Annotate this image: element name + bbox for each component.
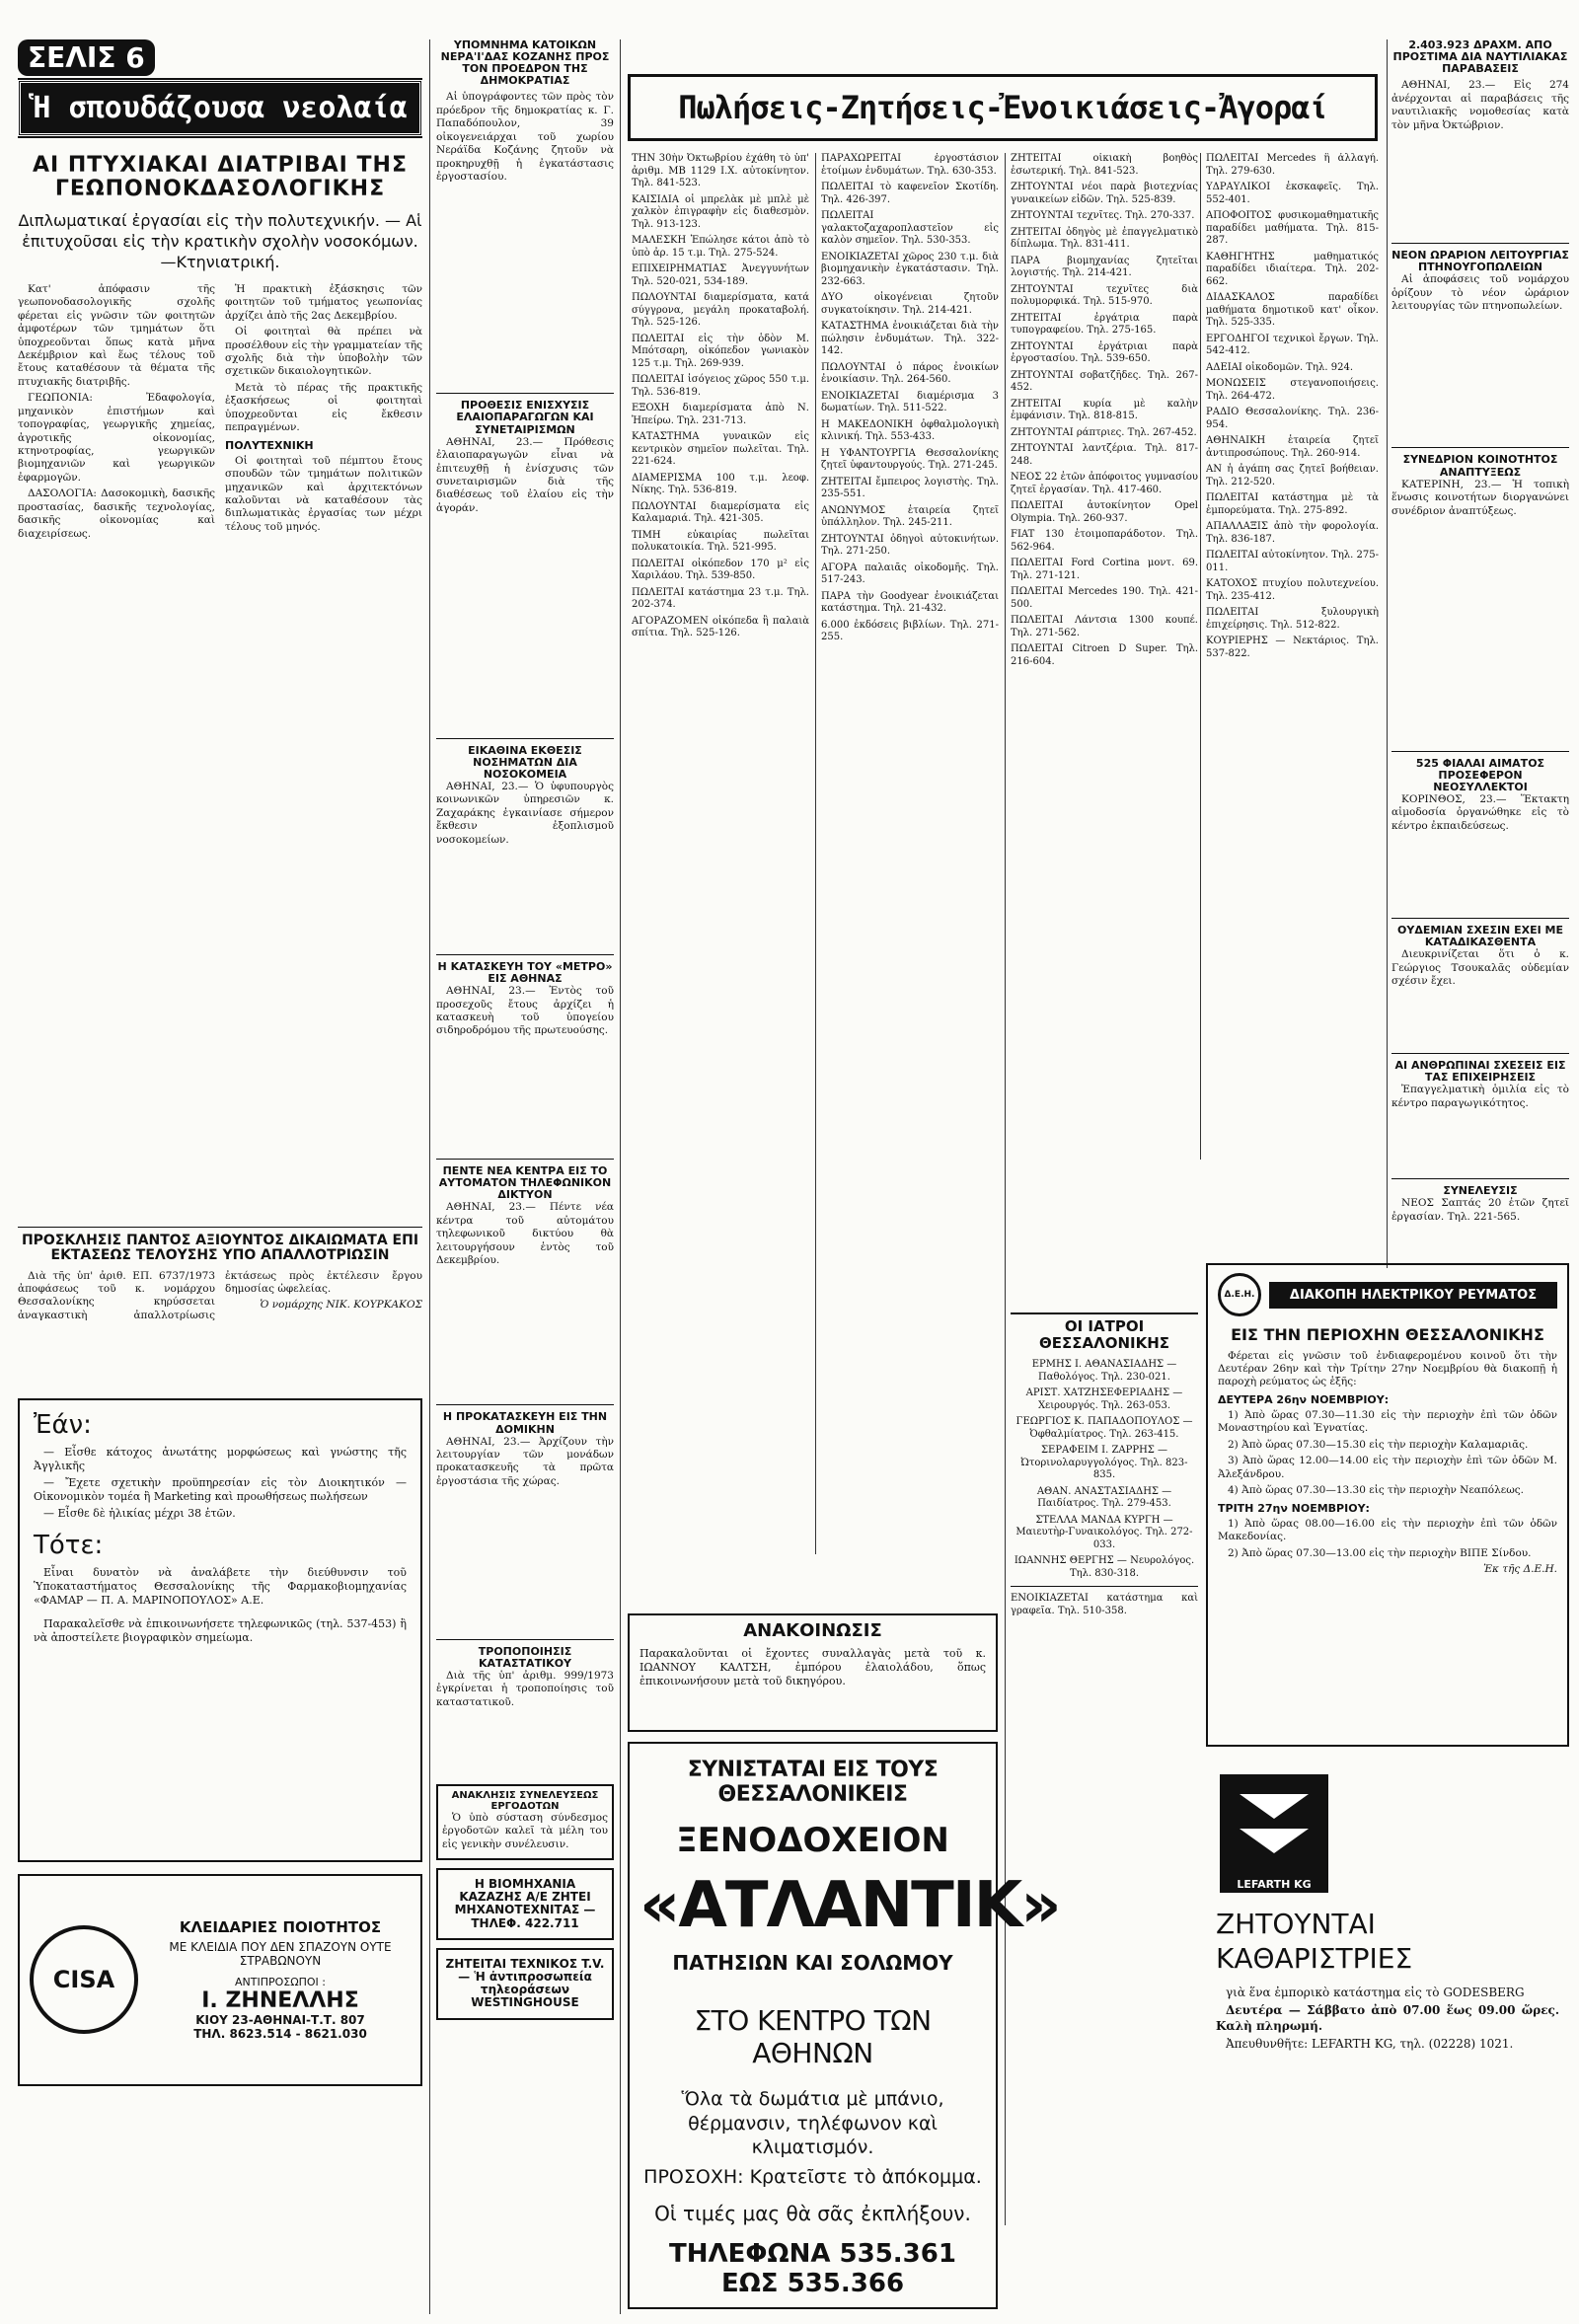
- job-contact: Παρακαλεῖσθε νὰ ἐπικοινωνήσετε τηλεφωνικῶς (τηλ. 537-453) ἢ νὰ ἀποστείλετε βιογραφικὸν σημείωμα.: [34, 1617, 407, 1645]
- classified-ad: ΠΩΛΕΙΤΑΙ ξυλουργικὴ ἐπιχείρησις. Τηλ. 512-822.: [1206, 607, 1379, 631]
- doctor-entry: ΓΕΩΡΓΙΟΣ Κ. ΠΑΠΑΔΟΠΟΥΛΟΣ — Ὀφθαλμίατρος. Τηλ. 263-415.: [1015, 1416, 1193, 1440]
- lefarth-logo-text: LEFARTH KG: [1237, 1878, 1312, 1891]
- power-day2: ΤΡΙΤΗ 27ην ΝΟΕΜΒΡΙΟΥ:: [1218, 1501, 1370, 1515]
- doctors-title: ΟΙ ΙΑΤΡΟΙ ΘΕΣΣΑΛΟΝΙΚΗΣ: [1038, 1317, 1170, 1352]
- classified-ad: ΖΗΤΟΥΝΤΑΙ τεχνῖτες. Τηλ. 270-337.: [1011, 210, 1195, 221]
- hotel-attention: ΠΡΟΣΟΧΗ: Κρατεῖστε τὸ ἀπόκομμα.: [643, 2166, 982, 2189]
- section-banner: Ἡ σπουδάζουσα νεολαία: [18, 80, 422, 136]
- power-footer: Ἐκ τῆς Δ.Ε.Η.: [1483, 1563, 1557, 1575]
- page-label: ΣΕΛΙΣ 6: [18, 39, 155, 76]
- job-ad: [18, 1398, 422, 1862]
- classified-ad: ΖΗΤΕΙΤΑΙ ἔμπειρος λογιστὴς. Τηλ. 235-551.: [821, 476, 999, 499]
- classified-ad: ΔΙΔΑΣΚΑΛΟΣ παραδίδει μαθήματα δημοτικοῦ κατ' οἶκον. Τηλ. 525-335.: [1206, 292, 1379, 328]
- construction-title: Η ΠΡΟΚΑΤΑΣΚΕΥΗ ΕΙΣ ΤΗΝ ΔΟΜΙΚΗΝ: [442, 1410, 608, 1436]
- classified-ad: ΠΩΛΕΙΤΑΙ αὐτοκίνητον. Τηλ. 275-011.: [1206, 550, 1379, 573]
- metro-text: ΑΘΗΝΑΙ, 23.— Ἐντὸς τοῦ προσεχοῦς ἔτους ἀρχίζει ἡ κατασκευὴ τοῦ ὑπογείου σιδηροδρόμου τῆς πρωτευούσης.: [436, 985, 614, 1037]
- lead-paragraph: Οἱ φοιτηταὶ θὰ πρέπει νὰ προσέλθουν εἰς τὴν γραμματείαν τῆς σχολῆς διὰ τὴν ὑποβολὴν τῶν σχετικῶν δικαιολογητικῶν.: [225, 326, 422, 378]
- lefarth-ad: [1206, 1766, 1569, 2309]
- classified-ad: ΑΝ ἡ ἀγάπη σας ζητεῖ βοήθειαν. Τηλ. 212-520.: [1206, 464, 1379, 487]
- classified-ad: ΖΗΤΟΥΝΤΑΙ σοβατζῆδες. Τηλ. 267-452.: [1011, 369, 1198, 393]
- power-outage-ad: [1206, 1263, 1569, 1747]
- classified-ad: FIAT 130 ἑτοιμοπαράδοτον. Τηλ. 562-964.: [1011, 529, 1198, 553]
- appeal-signature: Ὁ νομάρχης ΝΙΚ. ΚΟΥΡΚΑΚΟΣ: [260, 1299, 422, 1312]
- classified-ad: ΚΑΤΑΣΤΗΜΑ ἐνοικιάζεται διὰ τὴν πώλησιν ἐνδυμάτων. Τηλ. 322-142.: [821, 321, 999, 356]
- classified-ad: ΚΟΥΡΙΕΡΗΣ — Νεκτάριος. Τηλ. 537-822.: [1206, 636, 1379, 659]
- classified-ad: ΚΑΤΟΧΟΣ πτυχίου πολυτεχνείου. Τηλ. 235-412.: [1206, 578, 1379, 602]
- expo-title: ΕΙΚΑΘΙΝΑ ΕΚΘΕΣΙΣ ΝΟΣΗΜΑΤΩΝ ΔΙΑ ΝΟΣΟΚΟΜΕΙΑ: [468, 743, 582, 781]
- westinghouse-ad: ΖΗΤΕΙΤΑΙ ΤΕΧΝΙΚΟΣ T.V. — Ἡ ἀντιπροσωπεία τηλεοράσεων WESTINGHOUSE: [436, 1948, 614, 2020]
- classified-ad: ΖΗΤΕΙΤΑΙ ὀδηγὸς μὲ ἐπαγγελματικὸ δίπλωμα. Τηλ. 831-411.: [1011, 226, 1198, 250]
- lefarth-text: γιὰ ἕνα ἐμπορικὸ κατάστημα εἰς τὸ GODESBERG: [1226, 1986, 1525, 1999]
- meeting-title: ΑΝΑΚΛΗΣΙΣ ΣΥΝΕΛΕΥΣΕΩΣ ΕΡΓΟΔΟΤΩΝ: [451, 1789, 599, 1812]
- column-1: [18, 39, 422, 2309]
- classified-ad: ΜΑΛΕΣΚΗ Ἐπώλησε κάτοι ἀπὸ τὸ ὑπὸ ἀρ. 15 τ.μ. Τηλ. 275-524.: [632, 235, 809, 259]
- classified-ad: ΠΩΛΕΙΤΑΙ κατάστημα μὲ τὰ ἐμπορεύματα. Τηλ. 275-892.: [1206, 492, 1379, 516]
- classified-ad: ΕΝΟΙΚΙΑΖΕΤΑΙ χῶρος 230 τ.μ. διὰ βιομηχανικὴν ἐγκατάστασιν. Τηλ. 232-663.: [821, 251, 999, 287]
- classified-ad: ΖΗΤΟΥΝΤΑΙ λαντζέρια. Τηλ. 817-248.: [1011, 443, 1198, 467]
- classified-ad: ΜΟΝΩΣΕΙΣ στεγανοποιήσεις. Τηλ. 264-472.: [1206, 378, 1379, 402]
- classified-ad: ΑΔΕΙΑΙ οἰκοδομῶν. Τηλ. 924.: [1206, 361, 1354, 373]
- tariff-text: Διὰ τῆς ὑπ' ἀριθμ. 999/1973 ἐγκρίνεται ἡ τροποποίησις τοῦ καταστατικοῦ.: [436, 1669, 614, 1708]
- fire-title: ΟΥΔΕΜΙΑΝ ΣΧΕΣΙΝ ΕΧΕΙ ΜΕ ΚΑΤΑΔΙΚΑΣΘΕΝΤΑ: [1397, 923, 1563, 949]
- rent-note: ΕΝΟΙΚΙΑΖΕΤΑΙ κατάστημα καὶ γραφεῖα. Τηλ. 510-358.: [1011, 1593, 1198, 1616]
- classified-ad: ΑΘΗΝΑΙΚΗ ἑταιρεία ζητεῖ ἀντιπροσώπους. Τηλ. 260-914.: [1206, 435, 1379, 459]
- appeal-title: ΠΡΟΣΚΛΗΣΙΣ ΠΑΝΤΟΣ ΑΞΙΟΥΝΤΟΣ ΔΙΚΑΙΩΜΑΤΑ ΕΠΙ ΕΚΤΑΣΕΩΣ ΤΕΛΟΥΣΗΣ ΥΠΟ ΑΠΑΛΛΟΤΡΙΩΣΙΝ: [21, 1232, 419, 1264]
- classified-ad: ΠΩΛΕΙΤΑΙ γαλακτοζαχαροπλαστεῖον εἰς καλὸν σημεῖον. Τηλ. 530-353.: [821, 210, 999, 246]
- lead-paragraph: Ἡ πρακτικὴ ἐξάσκησις τῶν φοιτητῶν τοῦ τμήματος γεωπονίας ἀρχίζει ἀπὸ τῆς 2ας Δεκεμβρίου.: [225, 282, 422, 322]
- hotel-label: ΞΕΝΟΔΟΧΕΙΟΝ: [676, 1821, 949, 1860]
- power-item: 1) Ἀπὸ ὥρας 08.00—16.00 εἰς τὴν περιοχὴν ἐπὶ τῶν ὁδῶν Μακεδονίας.: [1218, 1517, 1557, 1543]
- doctor-entry: ΙΩΑΝΝΗΣ ΘΕΡΓΗΣ — Νευρολόγος. Τηλ. 830-318.: [1014, 1555, 1195, 1579]
- classified-ad: ΕΡΓΟΔΗΓΟΙ τεχνικοὶ ἔργων. Τηλ. 542-412.: [1206, 333, 1379, 356]
- classified-ad: ΠΩΛΕΙΤΑΙ Mercedes ἢ ἀλλαγή. Τηλ. 279-630.: [1206, 153, 1379, 177]
- classified-ad: ΑΓΟΡΑ παλαιᾶς οἰκοδομῆς. Τηλ. 517-243.: [821, 562, 999, 585]
- classified-ad: ΠΩΛΕΙΤΑΙ οἰκόπεδον 170 μ² εἰς Χαριλάου. Τηλ. 539-850.: [632, 558, 809, 581]
- classified-ad: ΠΑΡΑ τὴν Goodyear ἐνοικιάζεται κατάστημα. Τηλ. 21-432.: [821, 590, 999, 614]
- phones-title: ΠΕΝΤΕ ΝΕΑ ΚΕΝΤΡΑ ΕΙΣ ΤΟ ΑΥΤΟΜΑΤΟΝ ΤΗΛΕΦΩΝΙΚΟΝ ΔΙΚΤΥΟΝ: [438, 1164, 612, 1202]
- classified-ad: 6.000 ἐκδόσεις βιβλίων. Τηλ. 271-255.: [821, 619, 999, 642]
- cisa-line1: ΚΛΕΙΔΑΡΙΕΣ ΠΟΙΟΤΗΤΟΣ: [179, 1918, 382, 1937]
- expo-text: ΑΘΗΝΑΙ, 23.— Ὁ ὑφυπουργὸς κοινωνικῶν ὑπηρεσιῶν κ. Ζαχαράκης ἐγκαινίασε σήμερον ἔκθεσιν ἐξοπλισμοῦ νοσοκομείων.: [436, 780, 614, 846]
- blood-text: ΚΟΡΙΝΘΟΣ, 23.— Ἕκτακτη αἱμοδοσία ὀργανώθηκε εἰς τὸ κέντρο ἐκπαιδεύσεως.: [1391, 792, 1569, 832]
- classified-ad: Η ΥΦΑΝΤΟΥΡΓΙΑ Θεσσαλονίκης ζητεῖ ὑφαντουργούς. Τηλ. 271-245.: [821, 447, 999, 471]
- classified-ad: ΖΗΤΟΥΝΤΑΙ νέοι παρὰ βιοτεχνίας γυναικείων εἰδῶν. Τηλ. 525-839.: [1011, 182, 1198, 205]
- coop-text: ΚΑΤΕΡΙΝΗ, 23.— Ἡ τοπικὴ ἕνωσις κοινοτήτων διοργανώνει συνέδριον ἀναπτύξεως.: [1391, 478, 1569, 517]
- kazazis-ad: Η ΒΙΟΜΗΧΑΝΙΑ ΚΑΖΑΖΗΣ Α/Ε ΖΗΤΕΙ ΜΗΧΑΝΟΤΕΧΝΙΤΑΣ — ΤΗΛΕΦ. 422.711: [436, 1868, 614, 1940]
- fine-title: 2.403.923 ΔΡΑΧΜ. ΑΠΟ ΠΡΟΣΤΙΜΑ ΔΙΑ ΝΑΥΤΙΛΙΑΚΑΣ ΠΑΡΑΒΑΣΕΙΣ: [1392, 39, 1568, 76]
- power-region: ΕΙΣ ΤΗΝ ΠΕΡΙΟΧΗΝ ΘΕΣΣΑΛΟΝΙΚΗΣ: [1231, 1325, 1544, 1344]
- lead-title: ΑΙ ΠΤΥΧΙΑΚΑΙ ΔΙΑΤΡΙΒΑΙ ΤΗΣ ΓΕΩΠΟΝΟΚΔΑΣΟΛΟΓΙΚΗΣ: [33, 153, 408, 202]
- classified-ad: ΕΠΙΧΕΙΡΗΜΑΤΙΑΣ Ἀνεγγυνήτων Τηλ. 520-021, 534-189.: [632, 263, 809, 287]
- coop-title: ΣΥΝΕΔΡΙΟΝ ΚΟΙΝΟΤΗΤΟΣ ΑΝΑΠΤΥΞΕΩΣ: [1402, 453, 1558, 479]
- classifieds-banner: [628, 74, 1378, 141]
- classified-ad: ΔΥΟ οἰκογένειαι ζητοῦν συγκατοίκησιν. Τηλ. 214-421.: [821, 292, 999, 316]
- classifieds-col-d: [1206, 153, 1379, 1169]
- announcement-box: [628, 1613, 998, 1732]
- classified-ad: ΖΗΤΕΙΤΑΙ κυρία μὲ καλὴν ἐμφάνισιν. Τηλ. 818-815.: [1011, 398, 1198, 421]
- doctor-entry: ΑΡΙΣΤ. ΧΑΤΖΗΣΕΦΕΡΙΑΔΗΣ — Χειρουργός. Τηλ. 263-053.: [1025, 1387, 1183, 1411]
- hotel-center: ΣΤΟ ΚΕΝΤΡΟ ΤΩΝ ΑΘΗΝΩΝ: [694, 2004, 932, 2069]
- job-if-label: Ἐάν:: [34, 1409, 92, 1440]
- schedule-title: ΝΕΟΝ ΩΡΑΡΙΟΝ ΛΕΙΤΟΥΡΓΙΑΣ ΠΤΗΝΟΥΓΟΠΩΛΕΙΩΝ: [1391, 249, 1569, 274]
- hotel-ad: [628, 1742, 1060, 2309]
- lead-paragraph: Κατ' ἀπόφασιν τῆς γεωπονοδασολογικῆς σχολῆς φέρεται εἰς γνῶσιν τῶν φοιτητῶν ἀμφοτέρων τῶν τμημάτων ὅτι ὑποχρεοῦνται ὅπως κατὰ μῆνα Δεκέμβριον καὶ ἕως τέλους τοῦ ἔτους καταθέσουν τὰ θέματα τῆς πτυχιακῆς διατριβῆς.: [18, 282, 215, 388]
- lead-paragraph: ΓΕΩΠΟΝΙΑ: Ἐδαφολογία, μηχανικὸν ἐπιστήμων καὶ τοπογραφίας, γεωργικῆς χημείας, ἀγροτικῆς οἰκονομίας, κτηνοτροφίας, γεωργικῶν βιομηχανιῶν καὶ γεωργικῶν ἐφαρμογῶν.: [18, 392, 215, 484]
- metro-title: Η ΚΑΤΑΣΚΕΥΗ ΤΟΥ «ΜΕΤΡΟ» ΕΙΣ ΑΘΗΝΑΣ: [437, 959, 613, 986]
- classified-ad: ΕΞΟΧΗ διαμερίσματα ἀπὸ Ν. Ἠπείρω. Τηλ. 231-713.: [632, 403, 809, 426]
- classifieds-col-b: [821, 153, 999, 1337]
- doctor-entry: ΣΕΡΑΦΕΙΜ Ι. ΖΑΡΡΗΣ — Ὠτορινολαρυγγολόγος. Τηλ. 823-835.: [1020, 1445, 1188, 1480]
- doctor-entry: ΕΡΜΗΣ Ι. ΑΘΑΝΑΣΙΑΔΗΣ — Παθολόγος. Τηλ. 230-021.: [1031, 1359, 1177, 1383]
- cisa-line2: ΜΕ ΚΛΕΙΔΙΑ ΠΟΥ ΔΕΝ ΣΠΑΖΟΥΝ ΟΥΤΕ ΣΤΡΑΒΩΝΟΥΝ: [169, 1940, 392, 1969]
- announcement-title: ΑΝΑΚΟΙΝΩΣΙΣ: [743, 1620, 882, 1641]
- job-offer: Εἶναι δυνατὸν νὰ ἀναλάβετε τὴν διεύθυνσιν τοῦ Ὑποκαταστήματος Θεσσαλονίκης τῆς Φαρμακοβιομηχανίας «ΦΑΜΑΡ — Π. Α. ΜΑΡΙΝΟΠΟΥΛΟΣ» Α.Ε.: [34, 1565, 407, 1608]
- classified-ad: ΠΑΡΑΧΩΡΕΙΤΑΙ ἐργοστάσιον ἑτοίμων ἐνδυμάτων. Τηλ. 630-353.: [821, 153, 999, 177]
- phones-text: ΑΘΗΝΑΙ, 23.— Πέντε νέα κέντρα τοῦ αὐτομάτου τηλεφωνικοῦ δικτύου θὰ λειτουργήσουν ἐντὸς τοῦ Δεκεμβρίου.: [436, 1201, 614, 1267]
- cisa-logo-text: CISA: [52, 1966, 115, 1994]
- doctor-entry: ΑΘΑΝ. ΑΝΑΣΤΑΣΙΑΔΗΣ — Παιδίατρος. Τηλ. 279-453.: [1036, 1485, 1172, 1509]
- classified-ad: ΚΑΙΣΙΔΙΑ οἱ μπρελὰκ μὲ μπλὲ μὲ χαλκὸν ἐπιγραφὴν εἰς διαθεσμὸν. Τηλ. 913-123.: [632, 193, 809, 230]
- classified-ad: ΠΩΛΟΥΝΤΑΙ ὁ πάρος ἐνοικίων ἐνοικίασιν. Τηλ. 264-560.: [821, 361, 999, 385]
- classified-ad: ΠΩΛΟΥΝΤΑΙ διαμερίσματα, κατά σύγγρονα, μεγάλη προκαταβολή. Τηλ. 525-126.: [632, 292, 809, 328]
- power-item: 2) Ἀπὸ ὥρας 07.30—15.30 εἰς τὴν περιοχὴν Καλαμαριᾶς.: [1228, 1438, 1529, 1451]
- classified-ad: ΔΙΑΜΕΡΙΣΜΑ 100 τ.μ. λεοφ. Νίκης. Τηλ. 536-819.: [632, 472, 809, 495]
- lefarth-title: ΖΗΤΟΥΝΤΑΙ ΚΑΘΑΡΙΣΤΡΙΕΣ: [1216, 1908, 1413, 1975]
- classified-ad: ΤΗΝ 30ὴν Ὀκτωβρίου ἐχάθη τὸ ὑπ' ἀριθμ. ΜΒ 1129 Ι.Χ. αὐτοκίνητον. Τηλ. 841-523.: [632, 153, 809, 188]
- classified-ad: Η ΜΑΚΕΔΟΝΙΚΗ ὀφθαλμολογικὴ κλινική. Τηλ. 553-433.: [821, 418, 999, 442]
- lead-paragraph: Μετὰ τὸ πέρας τῆς πρακτικῆς ἐξασκήσεως οἱ φοιτηταὶ ὑποχρεοῦνται εἰς ἔκθεσιν πεπραγμένων.: [225, 381, 422, 434]
- classified-ad: ΠΩΛΕΙΤΑΙ τὸ καφενεῖον Σκοτίδη. Τηλ. 426-397.: [821, 182, 999, 205]
- classified-ad: ΖΗΤΟΥΝΤΑΙ ράπτριες. Τηλ. 267-452.: [1011, 426, 1197, 438]
- blood-title: 525 ΦΙΑΛΑΙ ΑΙΜΑΤΟΣ ΠΡΟΣΕΦΕΡΟΝ ΝΕΟΣΥΛΛΕΚΤΟΙ: [1415, 756, 1545, 793]
- lead-paragraph: ΔΑΣΟΛΟΓΙΑ: Δασοκομικὴ, δασικῆς προστασίας, δασικῆς τεχνολογίας, δασικῆς οἰκονομίας καὶ διαχειρίσεως.: [18, 487, 215, 540]
- cisa-ad: [18, 1874, 422, 2086]
- classified-ad: ΠΩΛΕΙΤΑΙ ἀυτοκίνητον Opel Olympia. Τηλ. 260-937.: [1011, 500, 1198, 524]
- tariff-title: ΤΡΟΠΟΠΟΙΗΣΙΣ ΚΑΤΑΣΤΑΤΙΚΟΥ: [478, 1644, 572, 1670]
- appeal-text: Διὰ τῆς ὑπ' ἀριθ. ΕΠ. 6737/1973 ἀποφάσεως τοῦ κ. νομάρχου Θεσσαλονίκης κηρύσσεται ἀναγκαστικὴ ἀπαλλοτρίωσις ἐκτάσεως πρὸς ἐκτέλεσιν ἔργου δημοσίας ὠφελείας.: [18, 1269, 422, 1321]
- power-banner: ΔΙΑΚΟΠΗ ΗΛΕΚΤΡΙΚΟΥ ΡΕΥΜΑΤΟΣ: [1269, 1282, 1557, 1309]
- classified-ad: ΠΩΛΟΥΝΤΑΙ διαμερίσματα εἰς Καλαμαριά. Τηλ. 421-305.: [632, 500, 809, 524]
- olive-text: ΑΘΗΝΑΙ, 23.— Πρόθεσις ἐλαιοπαραγωγῶν εἶναι νὰ ἐπιτευχθῇ ἡ ἐνίσχυσις τῶν συνεταιρισμῶν διὰ τῆς διαθέσεως τοῦ ἐλαίου εἰς τὴν ἀγοράν.: [436, 435, 614, 514]
- fine-text: ΑΘΗΝΑΙ, 23.— Εἰς 274 ἀνέρχονται αἱ παραβάσεις τῆς ναυτιλιακῆς νομοθεσίας κατὰ τὸν μῆνα Ὀκτώβριον.: [1391, 79, 1569, 131]
- cisa-phones: ΤΗΛ. 8623.514 - 8621.030: [193, 2027, 367, 2042]
- classified-ad: ΖΗΤΕΙΤΑΙ ἐργάτρια παρὰ τυπογραφείου. Τηλ. 275-165.: [1011, 312, 1198, 336]
- fire-text: Διευκρινίζεται ὅτι ὁ κ. Γεώργιος Τσουκαλᾶς οὐδεμίαν σχέσιν ἔχει.: [1391, 948, 1569, 987]
- construction-text: ΑΘΗΝΑΙ, 23.— Ἀρχίζουν τὴν λειτουργίαν τῶν μονάδων προκατασκευῆς τὰ πρῶτα ἐργοστάσια τῆς χώρας.: [436, 1435, 614, 1487]
- lefarth-logo: [1220, 1774, 1328, 1893]
- lead-subtitle: Διπλωματικαί ἐργασίαι εἰς τὴν πολυτεχνικήν. — Αἱ ἐπιτυχοῦσαι εἰς τὴν κρατικὴν σχολὴν νοσοκόμων. —Κτηνιατρική.: [18, 211, 422, 271]
- meeting-text: ΝΕΟΣ Σαπτάς 20 ἐτῶν ζητεῖ ἐργασίαν. Τηλ. 221-565.: [1391, 1197, 1569, 1223]
- ships-text: Ἐπαγγελματικὴ ὁμιλία εἰς τὸ κέντρο παραγωγικότητος.: [1391, 1084, 1569, 1109]
- cisa-logo: [30, 1925, 138, 2034]
- schedule-text: Αἱ ἀποφάσεις τοῦ νομάρχου ὁρίζουν τὸ νέον ὡράριον λειτουργίας τῶν πτηνοπωλείων.: [1391, 273, 1569, 313]
- classified-ad: ΑΓΟΡΑΖΟΜΕΝ οἰκόπεδα ἢ παλαιὰ σπίτια. Τηλ. 525-126.: [632, 615, 809, 638]
- dei-logo: [1218, 1273, 1261, 1316]
- classified-ad: ΖΗΤΟΥΝΤΑΙ ἐργάτριαι παρὰ ἐργοστασίου. Τηλ. 539-650.: [1011, 340, 1198, 364]
- classifieds-col-c: [1011, 153, 1198, 1303]
- dei-logo-text: Δ.Ε.Η.: [1224, 1290, 1255, 1300]
- lead-paragraph: Οἱ φοιτηταὶ τοῦ πέμπτου ἔτους σπουδῶν τῶν τμημάτων πολιτικῶν μηχανικῶν καὶ ἀρχιτεκτόνων καλοῦνται νὰ καταθέσουν τὰς διπλωματικὰς ἐργασίας των μέχρι τέλους τοῦ μηνός.: [225, 454, 422, 533]
- classifieds-banner-text: Πωλήσεις-Ζητήσεις-Ἐνοικιάσεις-Ἀγοραί: [678, 89, 1327, 126]
- meeting-title: ΣΥΝΕΛΕΥΣΙΣ: [1443, 1184, 1518, 1198]
- classified-ad: ΚΑΘΗΓΗΤΗΣ μαθηματικός παραδίδει ιδιαίτερα. Τηλ. 202-662.: [1206, 251, 1379, 287]
- classified-ad: ΤΙΜΗ εὐκαιρίας πωλεῖται πολυκατοικία. Τηλ. 521-995.: [632, 529, 809, 553]
- power-item: 2) Ἀπὸ ὥρας 07.30—13.00 εἰς τὴν περιοχὴν ΒΙΠΕ Σίνδου.: [1228, 1546, 1532, 1559]
- doctor-entry: ΣΤΕΛΛΑ ΜΑΝΔΑ ΚΥΡΓΗ — Μαιευτὴρ-Γυναικολόγος. Τηλ. 272-033.: [1015, 1514, 1193, 1550]
- column-2: [436, 39, 614, 2309]
- job-then-label: Τότε:: [34, 1530, 104, 1560]
- section-heading: ΠΟΛΥΤΕΧΝΙΚΗ: [225, 438, 314, 452]
- lead-body: [18, 283, 422, 1221]
- meeting-text: Ὁ ὑπὸ σύσταση σύνδεσμος ἐργοδοτῶν καλεῖ τὰ μέλη του εἰς γενικὴν συνέλευσιν.: [442, 1811, 608, 1850]
- classified-ad: ΑΠΑΛΛΑΞΙΣ ἀπὸ τὴν φορολογία. Τηλ. 836-187.: [1206, 521, 1379, 545]
- classified-ad: ΠΩΛΕΙΤΑΙ κατάστημα 23 τ.μ. Τηλ. 202-374.: [632, 586, 809, 610]
- power-item: 1) Ἀπὸ ὥρας 07.30—11.30 εἰς τὴν περιοχὴν ἐπὶ τῶν ὁδῶν Μοναστηρίου καὶ Ἐγνατίας.: [1218, 1408, 1557, 1435]
- power-day1: ΔΕΥΤΕΡΑ 26ην ΝΟΕΜΒΡΙΟΥ:: [1218, 1392, 1390, 1406]
- hotel-name: «ΑΤΛΑΝΤΙΚ»: [639, 1869, 1060, 1942]
- cisa-address: ΚΙΟΥ 23-ΑΘΗΝΑΙ-Τ.Τ. 807: [195, 2013, 365, 2028]
- job-condition: — Εἶσθε κάτοχος ἀνωτάτης μορφώσεως καὶ γνώστης τῆς Ἀγγλικῆς: [34, 1445, 407, 1472]
- memo-text: Αἱ ὑπογράφοντες τῶν πρὸς τὸν πρόεδρον τῆς δημοκρατίας κ. Γ. Παπαδόπουλον, 39 οἰκογενειάρχαι τοῦ χωρίου Νεράϊδα Κοζάνης ζητοῦν νὰ προκηρυχθῇ ἡ ἐγκατάστασις ἐργοστασίου.: [436, 91, 614, 183]
- classified-ad: ΠΩΛΕΙΤΑΙ Ford Cortina μοντ. 69. Τηλ. 271-121.: [1011, 558, 1198, 581]
- job-condition: — Εἶσθε δὲ ἡλικίας μέχρι 38 ἐτῶν.: [43, 1506, 236, 1520]
- classified-ad: ΠΩΛΕΙΤΑΙ Λάντσια 1300 κουπέ. Τηλ. 271-562.: [1011, 615, 1198, 638]
- ships-title: ΑΙ ΑΝΘΡΩΠΙΝΑΙ ΣΧΕΣΕΙΣ ΕΙΣ ΤΑΣ ΕΠΙΧΕΙΡΗΣΕΙΣ: [1394, 1059, 1566, 1085]
- job-condition: — Ἔχετε σχετικὴν προϋπηρεσίαν εἰς τὸν Διοικητικόν — Οἰκονομικὸν τομέα ἢ Marketing καὶ προωθήσεως πωλήσεων: [34, 1475, 407, 1503]
- classified-ad: ΠΩΛΕΙΤΑΙ Citroen D Super. Τηλ. 216-604.: [1011, 643, 1198, 667]
- power-item: 3) Ἀπὸ ὥρας 12.00—14.00 εἰς τὴν περιοχὴν ἐπὶ τῶν ὁδῶν Μ. Ἀλεξάνδρου.: [1218, 1455, 1557, 1480]
- classified-ad: ΠΑΡΑ βιομηχανίας ζητεῖται λογιστής. Τηλ. 214-421.: [1011, 255, 1198, 278]
- classified-ad: ΡΑΔΙΟ Θεσσαλονίκης. Τηλ. 236-954.: [1206, 407, 1379, 430]
- classified-ad: ΑΝΩΝΥΜΟΣ ἑταιρεία ζητεῖ ὑπάλληλον. Τηλ. 245-211.: [821, 504, 999, 528]
- classified-ad: ΖΗΤΟΥΝΤΑΙ τεχνῖτες διὰ πολυμορφικά. Τηλ. 515-970.: [1011, 283, 1198, 307]
- classified-ad: ΖΗΤΟΥΝΤΑΙ ὀδηγοὶ αὐτοκινήτων. Τηλ. 271-250.: [821, 533, 999, 557]
- lefarth-contact: Ἀπευθυνθῆτε: LEFARTH KG, τηλ. (02228) 1021.: [1226, 2037, 1514, 2052]
- classified-ad: ΑΠΟΦΟΙΤΟΣ φυσικομαθηματικῆς παραδίδει μαθήματα. Τηλ. 815-287.: [1206, 210, 1379, 246]
- memo-title: ΥΠΟΜΝΗΜΑ ΚΑΤΟΙΚΩΝ ΝΕΡΑ'Ι'ΔΑΣ ΚΟΖΑΝΗΣ ΠΡΟΣ ΤΟΝ ΠΡΟΕΔΡΟΝ ΤΗΣ ΔΗΜΟΚΡΑΤΙΑΣ: [440, 39, 610, 88]
- hotel-phones: ΤΗΛΕΦΩΝΑ 535.361 ΕΩΣ 535.366: [669, 2239, 956, 2299]
- hotel-prices: Οἱ τιμές μας θὰ σᾶς ἐκπλήξουν.: [654, 2202, 971, 2226]
- classifieds-col-a: [632, 153, 809, 1604]
- hotel-features: Ὅλα τὰ δωμάτια μὲ μπάνιο, θέρμανσιν, τηλέφωνον καὶ κλιματισμόν.: [681, 2088, 944, 2159]
- hotel-top: ΣΥΝΙΣΤΑΤΑΙ ΕΙΣ ΤΟΥΣ ΘΕΣΣΑΛΟΝΙΚΕΙΣ: [687, 1758, 939, 1807]
- classified-ad: ΕΝΟΙΚΙΑΖΕΤΑΙ διαμέρισμα 3 δωματίων. Τηλ. 511-522.: [821, 390, 999, 413]
- classified-ad: ΥΔΡΑΥΛΙΚΟΙ ἐκσκαφεῖς. Τηλ. 552-401.: [1206, 182, 1379, 205]
- lefarth-emblem-icon: [1220, 1774, 1328, 1873]
- announcement-text: Παρακαλοῦνται οἱ ἔχοντες συναλλαγὰς μετὰ τοῦ κ. ΙΩΑΝΝΟΥ ΚΑΛΤΣΗ, ἐμπόρου ἐλαιολάδου, ὅπως ἐπικοινωνήσουν μετὰ τοῦ δικηγόρου.: [639, 1646, 986, 1687]
- classified-ad: ΖΗΤΕΙΤΑΙ οἰκιακὴ βοηθὸς ἐσωτερική. Τηλ. 841-523.: [1011, 153, 1198, 177]
- power-item: 4) Ἀπὸ ὥρας 07.30—13.30 εἰς τὴν περιοχὴν Νεαπόλεως.: [1228, 1484, 1524, 1497]
- classified-ad: ΠΩΛΕΙΤΑΙ Mercedes 190. Τηλ. 421-500.: [1011, 586, 1198, 610]
- hotel-address: ΠΑΤΗΣΙΩΝ ΚΑΙ ΣΟΛΩΜΟΥ: [672, 1951, 953, 1975]
- classified-ad: ΝΕΟΣ 22 ἐτῶν ἀπόφοιτος γυμνασίου ζητεῖ ἐργασίαν. Τηλ. 417-460.: [1011, 472, 1198, 495]
- cisa-rep-name: Ι. ΖΗΝΕΛΛΗΣ: [201, 1988, 359, 2014]
- classified-ad: ΠΩΛΕΙΤΑΙ εἰς τὴν ὁδὸν Μ. Μπότσαρη, οἰκόπεδον γωνιακὸν 125 τ.μ. Τηλ. 269-939.: [632, 333, 809, 369]
- classified-ad: ΠΩΛΕΙΤΑΙ ἰσόγειος χῶρος 550 τ.μ. Τηλ. 536-819.: [632, 374, 809, 398]
- olive-title: ΠΡΟΘΕΣΙΣ ΕΝΙΣΧΥΣΙΣ ΕΛΑΙΟΠΑΡΑΓΩΓΩΝ ΚΑΙ ΣΥΝΕΤΑΙΡΙΣΜΩΝ: [456, 399, 594, 436]
- lefarth-hours: Δευτέρα — Σάββατο ἀπὸ 07.00 ἕως 09.00 ὥρες. Καλὴ πληρωμή.: [1216, 2003, 1559, 2033]
- cisa-rep-label: ΑΝΤΙΠΡΟΣΩΠΟΙ :: [234, 1976, 326, 1989]
- doctors-section: [1011, 1312, 1198, 1905]
- classified-ad: ΚΑΤΑΣΤΗΜΑ γυναικῶν εἰς κεντρικὸν σημεῖον πωλεῖται. Τηλ. 221-624.: [632, 431, 809, 467]
- right-column: [1391, 39, 1569, 1243]
- power-intro: Φέρεται εἰς γνῶσιν τοῦ ἐνδιαφερομένου κοινοῦ ὅτι τὴν Δευτέραν 26ην καὶ τὴν Τρίτην 27ην Νοεμβρίου θὰ διακοπῇ ἡ παροχὴ ρεύματος ὡς ἑξῆς:: [1218, 1349, 1557, 1388]
